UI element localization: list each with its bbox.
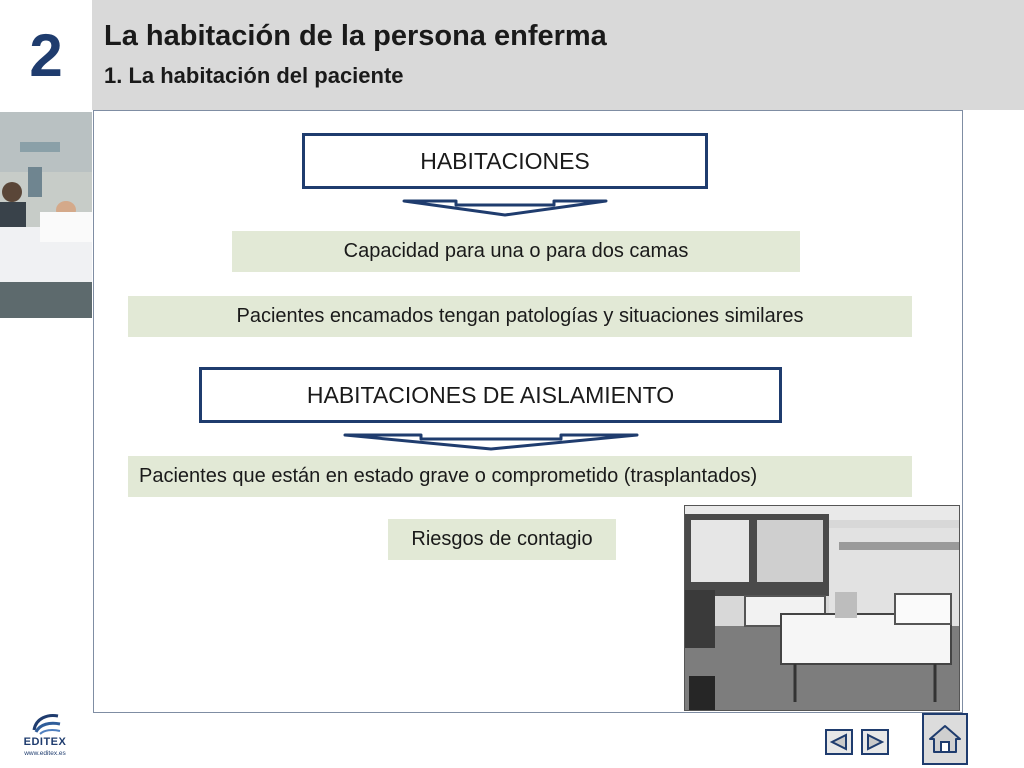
info-box-capacidad: Capacidad para una o para dos camas xyxy=(232,231,800,272)
info-box-pacientes-encamados: Pacientes encamados tengan patologías y situaciones similares xyxy=(128,296,912,337)
info-box-riesgos-contagio: Riesgos de contagio xyxy=(388,519,616,560)
down-arrow-icon xyxy=(402,199,608,217)
room-photo xyxy=(684,505,960,711)
heading-habitaciones: HABITACIONES xyxy=(302,133,708,189)
page-subtitle: 1. La habitación del paciente xyxy=(104,63,404,88)
editex-logo-icon xyxy=(14,710,76,736)
triangle-left-icon xyxy=(829,733,849,751)
patient-photo xyxy=(0,112,92,318)
chapter-number: 2 xyxy=(29,21,63,89)
logo-url: www.editex.es xyxy=(24,750,66,757)
next-slide-button[interactable] xyxy=(861,729,889,755)
page-title: La habitación de la persona enferma xyxy=(104,20,607,52)
previous-slide-button[interactable] xyxy=(825,729,853,755)
logo-text: EDITEX xyxy=(23,736,67,748)
down-arrow-icon xyxy=(343,433,639,451)
heading-aislamiento: HABITACIONES DE AISLAMIENTO xyxy=(199,367,782,423)
home-icon xyxy=(928,722,962,756)
info-box-estado-grave: Pacientes que están en estado grave o comprometido (trasplantados) xyxy=(128,456,912,497)
header-bar xyxy=(92,0,1024,110)
triangle-right-icon xyxy=(865,733,885,751)
home-button[interactable] xyxy=(922,713,968,765)
editex-logo xyxy=(14,710,76,758)
